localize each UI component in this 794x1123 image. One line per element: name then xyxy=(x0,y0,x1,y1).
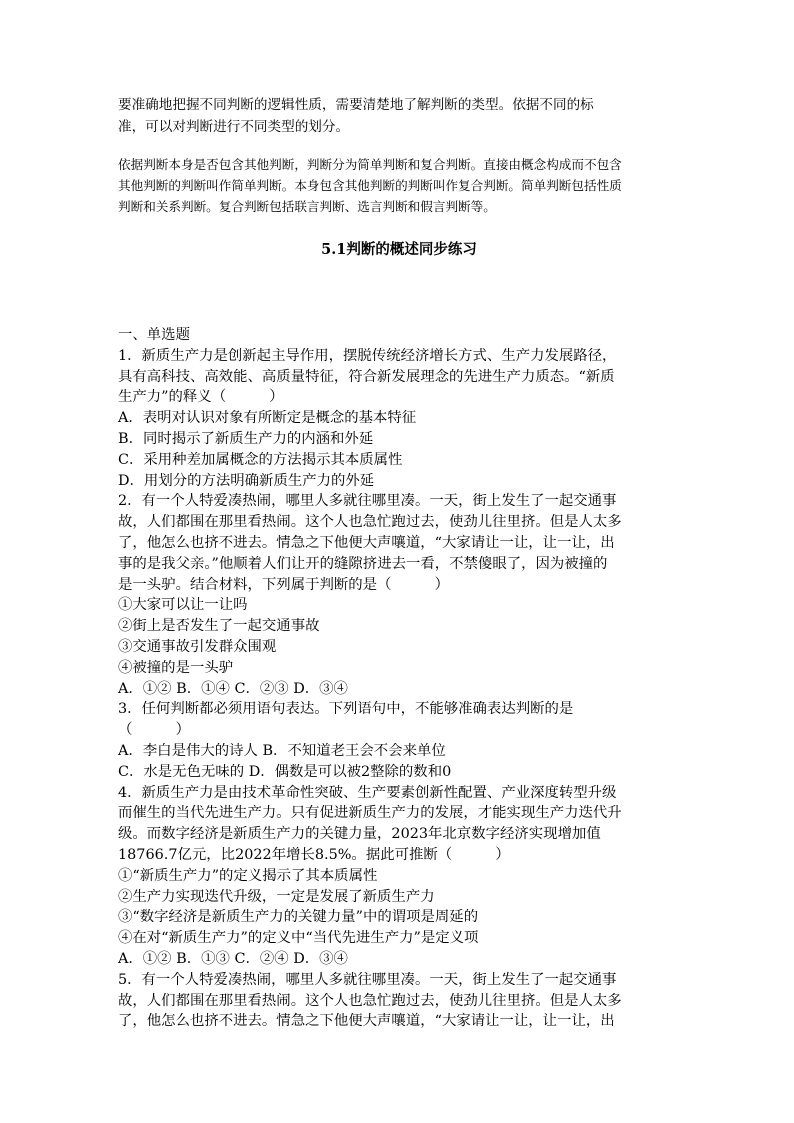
document-page xyxy=(118,94,680,1032)
option-line: C．采用种差加属概念的方法揭示其本质属性 xyxy=(118,451,403,468)
text-line: 是一头驴。结合材料，下列属于判断的是（ ） xyxy=(118,576,449,593)
text-line: 2．有一个人特爱凑热闹，哪里人多就往哪里凑。一天，街上发生了一起交通事 xyxy=(118,493,617,510)
text-line: 4．新质生产力是由技术革命性突破、生产要素创新性配置、产业深度转型升级 xyxy=(118,784,617,801)
option-line: C．水是无色无味的 D．偶数是可以被2整除的数和0 xyxy=(118,763,452,780)
blank-space xyxy=(118,259,680,325)
intro-line: 其他判断的判断叫作简单判断。本身包含其他判断的判断叫作复合判断。简单判断包括性质 xyxy=(118,178,622,193)
statement-line: ③“数字经济是新质生产力的关键力量”中的谓项是周延的 xyxy=(118,909,479,926)
option-line: A．李白是伟大的诗人 B．不知道老王会不会来单位 xyxy=(118,742,446,759)
intro-paragraph-2 xyxy=(118,154,680,217)
intro-line: 要准确地把握不同判断的逻辑性质，需要清楚地了解判断的类型。依据不同的标 xyxy=(118,97,594,113)
option-line: B．同时揭示了新质生产力的内涵和外延 xyxy=(118,430,374,447)
document-title: 5.1判断的概述同步练习 xyxy=(321,241,477,258)
text-line: 5．有一个人特爱凑热闹，哪里人多就往哪里凑。一天，街上发生了一起交通事 xyxy=(118,971,617,988)
intro-line: 判断和关系判断。复合判断包括联言判断、选言判断和假言判断等。 xyxy=(118,199,496,214)
text-line: 故，人们都围在那里看热闹。这个人也急忙跑过去，使劲儿往里挤。但是人太多 xyxy=(118,992,622,1009)
intro-line: 准，可以对判断进行不同类型的划分。 xyxy=(118,119,350,135)
statement-line: ②生产力实现迭代升级，一定是发展了新质生产力 xyxy=(118,888,435,905)
intro-paragraph-1 xyxy=(118,94,680,138)
statement-line: ②街上是否发生了一起交通事故 xyxy=(118,618,320,635)
option-line: A．①② B．①④ C．②③ D．③④ xyxy=(118,680,348,697)
text-line: 故，人们都围在那里看热闹。这个人也急忙跑过去，使劲儿往里挤。但是人太多 xyxy=(118,514,622,531)
text-line: 了，他怎么也挤不进去。情急之下他便大声嚷道，“大家请让一让，让一让，出 xyxy=(118,534,615,551)
text-line: 18766.7亿元，比2022年增长8.5%。据此可推断（ ） xyxy=(118,846,510,863)
text-line: （ ） xyxy=(118,722,190,739)
option-line: A．①② B．①③ C．②④ D．③④ xyxy=(118,950,348,967)
statement-line: ③交通事故引发群众围观 xyxy=(118,638,277,655)
text-line: 具有高科技、高效能、高质量特征，符合新发展理念的先进生产力质态。“新质 xyxy=(118,368,615,385)
statement-line: ①“新质生产力”的定义揭示了其本质属性 xyxy=(118,867,378,884)
statement-line: ④在对“新质生产力”的定义中“当代先进生产力”是定义项 xyxy=(118,930,479,947)
text-line: 级。而数字经济是新质生产力的关键力量，2023年北京数字经济实现增加值 xyxy=(118,826,601,843)
text-line: 事的是我父亲。”他顺着人们让开的缝隙挤进去一看，不禁傻眼了，因为被撞的 xyxy=(118,555,608,572)
text-line: 而催生的当代先进生产力。只有促进新质生产力的发展，才能实现生产力迭代升 xyxy=(118,805,622,822)
text-line: 1．新质生产力是创新起主导作用，摆脱传统经济增长方式、生产力发展路径， xyxy=(118,347,617,364)
statement-line: ①大家可以让一让吗 xyxy=(118,597,248,614)
text-line: 了，他怎么也挤不进去。情急之下他便大声嚷道，“大家请让一让，让一让，出 xyxy=(118,1013,615,1030)
option-line: A．表明对认识对象有所断定是概念的基本特征 xyxy=(118,410,417,427)
exercise-body xyxy=(118,325,680,1032)
intro-line: 依据判断本身是否包含其他判断，判断分为简单判断和复合判断。直接由概念构成而不包含 xyxy=(118,157,622,172)
option-line: D．用划分的方法明确新质生产力的外延 xyxy=(118,472,375,489)
text-line: 3．任何判断都必须用语句表达。下列语句中，不能够准确表达判断的是 xyxy=(118,701,574,718)
text-line: 生产力”的释义（ ） xyxy=(118,389,284,406)
section-heading: 一、单选题 xyxy=(118,327,190,343)
statement-line: ④被撞的是一头驴 xyxy=(118,659,234,676)
